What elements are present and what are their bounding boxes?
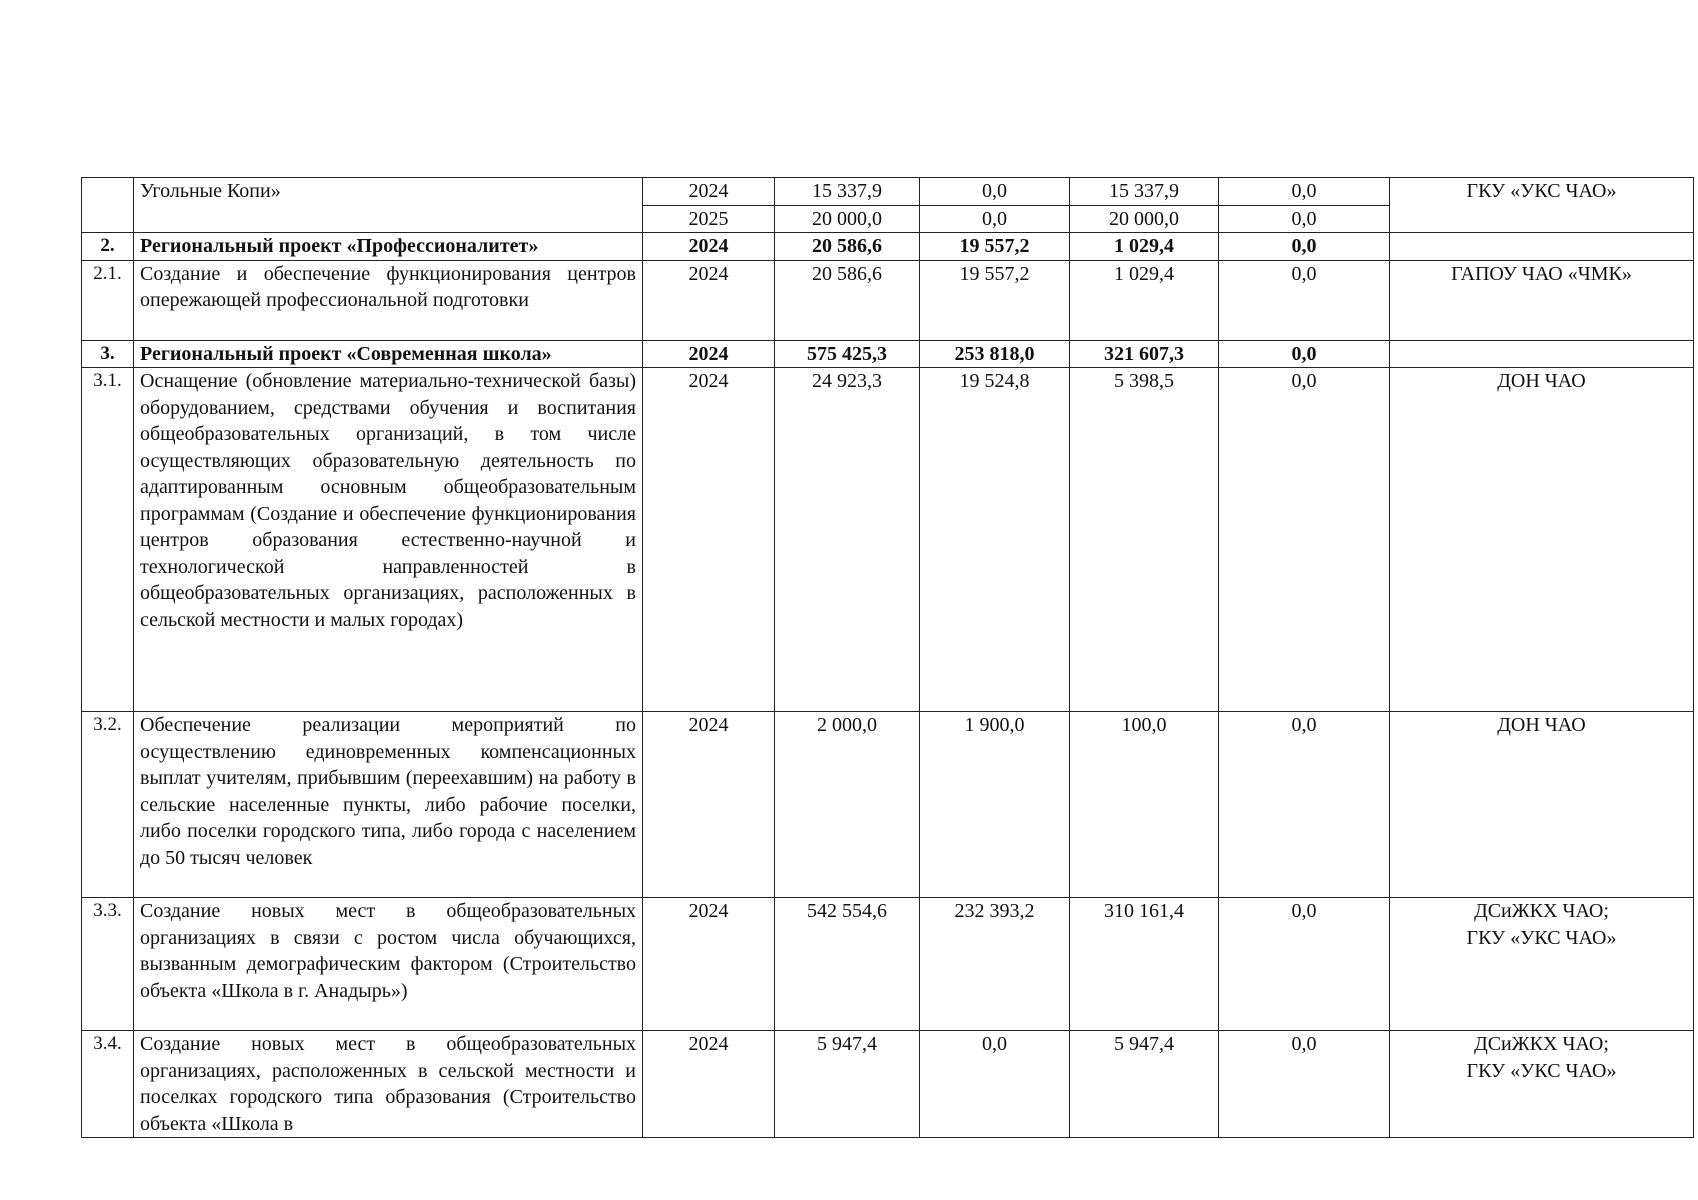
other-cell: 0,0 xyxy=(1219,1031,1390,1138)
table-row xyxy=(82,712,1694,898)
total-cell: 5 947,4 xyxy=(775,1031,920,1138)
total-cell: 15 337,9 xyxy=(775,178,920,206)
federal-cell: 253 818,0 xyxy=(920,340,1070,368)
executor-line: ГКУ «УКС ЧАО» xyxy=(1466,926,1617,949)
executor-cell: ДОН ЧАО xyxy=(1390,712,1694,898)
row-name: Оснащение (обновление материально-технической базы) оборудованием, средствами обучения и воспитания общеобразовательных организаций, в том числе осуществляющих образовательную деятельность по адаптированным основным общеобразовательным программам (Создание и обеспечение функционирования центров образования естественно-научной и технологической направленностей в общеобразовательных организациях, расположенных в сельской местности и малых городах) xyxy=(134,368,643,712)
federal-cell: 19 557,2 xyxy=(920,233,1070,261)
executor-cell xyxy=(1390,340,1694,368)
year-cell: 2024 xyxy=(643,1031,775,1138)
row-number: 3.1. xyxy=(82,368,134,712)
row-number xyxy=(82,178,134,233)
federal-cell: 19 524,8 xyxy=(920,368,1070,712)
row-number: 3. xyxy=(82,340,134,368)
table-row xyxy=(82,178,1694,206)
executor-cell xyxy=(1390,898,1694,1031)
row-name: Региональный проект «Профессионалитет» xyxy=(134,233,643,261)
table-row xyxy=(82,368,1694,712)
federal-cell: 1 900,0 xyxy=(920,712,1070,898)
year-cell: 2024 xyxy=(643,260,775,340)
row-name: Создание и обеспечение функционирования центров опережающей профессиональной подготовки xyxy=(134,260,643,340)
other-cell: 0,0 xyxy=(1219,340,1390,368)
other-cell: 0,0 xyxy=(1219,178,1390,206)
regional-cell: 1 029,4 xyxy=(1070,260,1219,340)
section-row xyxy=(82,340,1694,368)
row-name: Обеспечение реализации мероприятий по осуществлению единовременных компенсационных выплат учителям, прибывшим (переехавшим) на работу в сельские населенные пункты, либо рабочие поселки, либо поселки городского типа, либо города с населением до 50 тысяч человек xyxy=(134,712,643,898)
federal-cell: 0,0 xyxy=(920,1031,1070,1138)
year-cell: 2024 xyxy=(643,178,775,206)
row-name: Создание новых мест в общеобразовательных организациях в связи с ростом числа обучающихся, вызванным демографическим фактором (Строительство объекта «Школа в г. Анадырь») xyxy=(134,898,643,1031)
total-cell: 575 425,3 xyxy=(775,340,920,368)
year-cell: 2024 xyxy=(643,340,775,368)
executor-cell: ГАПОУ ЧАО «ЧМК» xyxy=(1390,260,1694,340)
federal-cell: 0,0 xyxy=(920,205,1070,233)
executor-cell: ГКУ «УКС ЧАО» xyxy=(1390,178,1694,233)
executor-cell xyxy=(1390,233,1694,261)
year-cell: 2024 xyxy=(643,898,775,1031)
regional-cell: 5 947,4 xyxy=(1070,1031,1219,1138)
year-cell: 2025 xyxy=(643,205,775,233)
row-number: 2. xyxy=(82,233,134,261)
year-cell: 2024 xyxy=(643,712,775,898)
program-table xyxy=(81,177,1694,1138)
regional-cell: 15 337,9 xyxy=(1070,178,1219,206)
table-row xyxy=(82,260,1694,340)
total-cell: 20 586,6 xyxy=(775,260,920,340)
regional-cell: 5 398,5 xyxy=(1070,368,1219,712)
total-cell: 20 000,0 xyxy=(775,205,920,233)
total-cell: 20 586,6 xyxy=(775,233,920,261)
executor-line: ГКУ «УКС ЧАО» xyxy=(1466,1059,1617,1082)
executor-line: ДСиЖКХ ЧАО; xyxy=(1474,900,1609,922)
table-row xyxy=(82,898,1694,1031)
regional-cell: 321 607,3 xyxy=(1070,340,1219,368)
section-row xyxy=(82,233,1694,261)
other-cell: 0,0 xyxy=(1219,205,1390,233)
row-number: 3.4. xyxy=(82,1031,134,1138)
executor-line: ДСиЖКХ ЧАО; xyxy=(1474,1033,1609,1055)
row-name: Региональный проект «Современная школа» xyxy=(134,340,643,368)
federal-cell: 0,0 xyxy=(920,178,1070,206)
total-cell: 542 554,6 xyxy=(775,898,920,1031)
regional-cell: 1 029,4 xyxy=(1070,233,1219,261)
row-name: Угольные Копи» xyxy=(134,178,643,233)
other-cell: 0,0 xyxy=(1219,368,1390,712)
row-number: 3.3. xyxy=(82,898,134,1031)
regional-cell: 100,0 xyxy=(1070,712,1219,898)
executor-cell xyxy=(1390,1031,1694,1138)
federal-cell: 19 557,2 xyxy=(920,260,1070,340)
row-number: 3.2. xyxy=(82,712,134,898)
year-cell: 2024 xyxy=(643,368,775,712)
regional-cell: 310 161,4 xyxy=(1070,898,1219,1031)
row-number: 2.1. xyxy=(82,260,134,340)
total-cell: 2 000,0 xyxy=(775,712,920,898)
other-cell: 0,0 xyxy=(1219,260,1390,340)
total-cell: 24 923,3 xyxy=(775,368,920,712)
other-cell: 0,0 xyxy=(1219,233,1390,261)
federal-cell: 232 393,2 xyxy=(920,898,1070,1031)
row-name: Создание новых мест в общеобразовательных организациях, расположенных в сельской местности и поселках городского типа образования (Строительство объекта «Школа в xyxy=(134,1031,643,1138)
year-cell: 2024 xyxy=(643,233,775,261)
table-row xyxy=(82,1031,1694,1138)
executor-cell: ДОН ЧАО xyxy=(1390,368,1694,712)
regional-cell: 20 000,0 xyxy=(1070,205,1219,233)
other-cell: 0,0 xyxy=(1219,898,1390,1031)
other-cell: 0,0 xyxy=(1219,712,1390,898)
